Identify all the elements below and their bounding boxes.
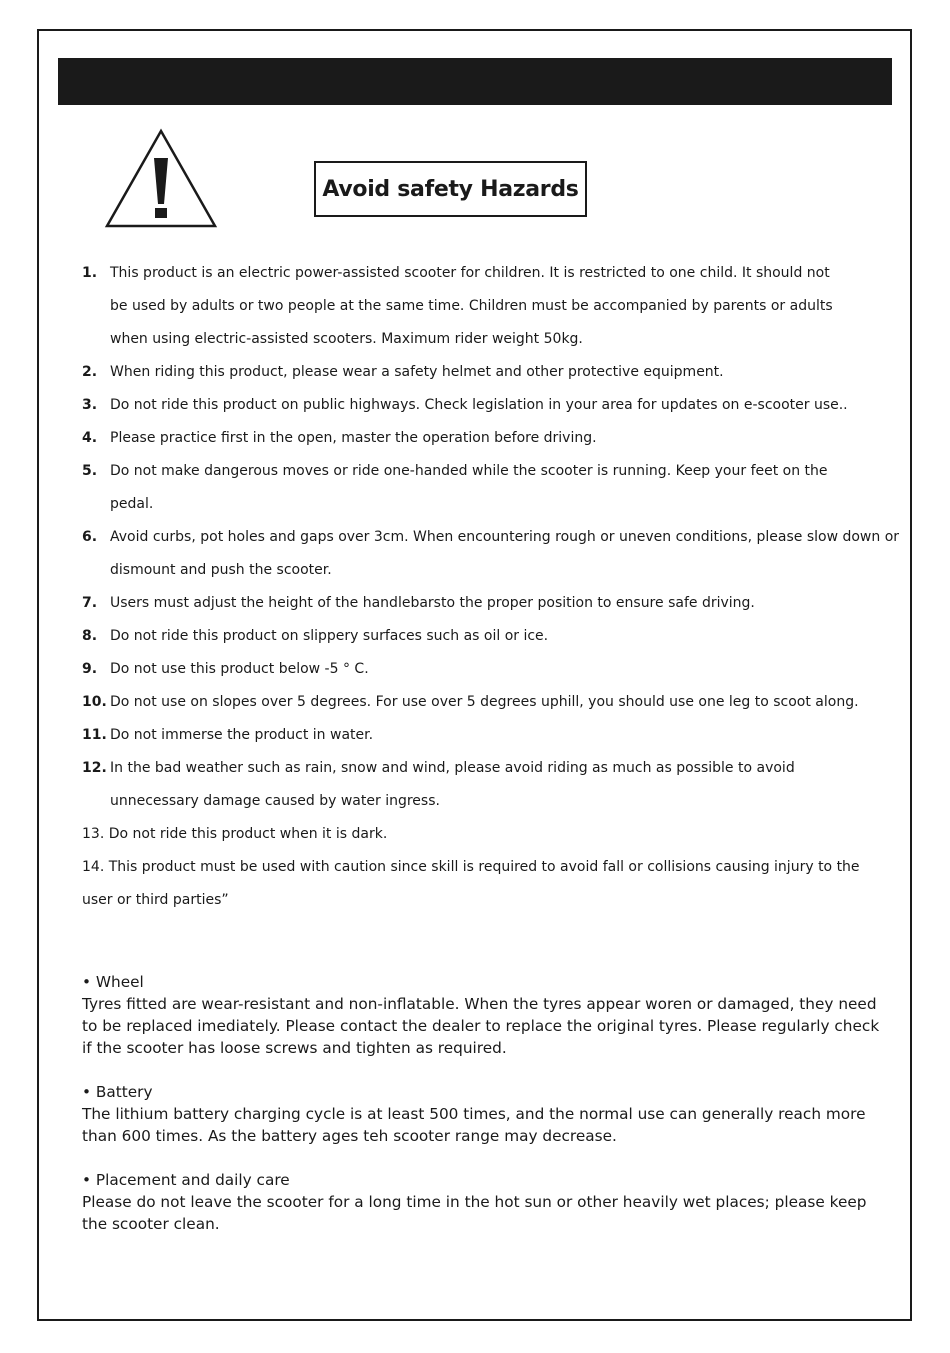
care-section-wheel [82, 971, 882, 1059]
item-number: 1. [82, 265, 98, 281]
item-line: unnecessary damage caused by water ingress. [110, 793, 440, 809]
warning-icon [104, 128, 218, 230]
section-text: Please do not leave the scooter for a long time in the hot sun or other heavily wet places; please keep the scooter clean. [82, 1193, 867, 1233]
item-number: 13. [82, 826, 105, 842]
list-item [82, 719, 882, 752]
header-bar [58, 58, 892, 105]
list-item [82, 587, 882, 620]
list-item [82, 356, 882, 389]
item-number: 7. [82, 595, 98, 611]
item-line: This product is an electric power-assisted scooter for children. It is restricted to one child. It should not [110, 265, 830, 281]
item-number: 11. [82, 727, 107, 743]
list-item [82, 818, 882, 851]
item-number: 14. [82, 859, 105, 875]
list-item [82, 389, 882, 422]
item-line: Do not ride this product on public highways. Check legislation in your area for updates on e-scooter use.. [110, 397, 848, 413]
list-item [82, 422, 882, 455]
section-text: The lithium battery charging cycle is at least 500 times, and the normal use can generally reach more than 600 times. As the battery ages teh scooter range may decrease. [82, 1105, 866, 1145]
care-sections [82, 971, 882, 1257]
item-line: dismount and push the scooter. [110, 562, 332, 578]
item-line: Do not use this product below -5 ° C. [110, 661, 369, 677]
list-item [82, 686, 882, 719]
list-item [82, 752, 882, 818]
item-line: In the bad weather such as rain, snow and wind, please avoid riding as much as possible to avoid [110, 760, 795, 776]
safety-rules-list [82, 257, 900, 917]
list-item [82, 620, 882, 653]
page-title: Avoid safety Hazards [314, 161, 587, 217]
list-item [82, 455, 882, 521]
item-line: Please practice first in the open, master the operation before driving. [110, 430, 597, 446]
item-number: 8. [82, 628, 98, 644]
item-line: Do not ride this product on slippery surfaces such as oil or ice. [110, 628, 549, 644]
item-line: be used by adults or two people at the same time. Children must be accompanied by parents or adults [110, 298, 833, 314]
item-number: 12. [82, 760, 107, 776]
item-text: This product must be used with caution since skill is required to avoid fall or collisions causing injury to the user or third parties” [82, 859, 860, 908]
section-heading: • Battery [82, 1083, 153, 1101]
item-line: when using electric-assisted scooters. Maximum rider weight 50kg. [110, 331, 583, 347]
item-number: 4. [82, 430, 98, 446]
item-text: Do not ride this product when it is dark. [108, 826, 388, 842]
list-item [82, 257, 882, 356]
item-line: When riding this product, please wear a safety helmet and other protective equipment. [110, 364, 724, 380]
care-section-placement [82, 1169, 882, 1235]
list-item [82, 521, 900, 587]
item-line: Avoid curbs, pot holes and gaps over 3cm. When encountering rough or uneven conditions, please slow down or [110, 529, 900, 545]
section-heading: • Wheel [82, 973, 144, 991]
item-line: Do not use on slopes over 5 degrees. For use over 5 degrees uphill, you should use one leg to scoot along. [110, 694, 859, 710]
item-number: 9. [82, 661, 98, 677]
item-number: 10. [82, 694, 107, 710]
list-item [82, 653, 882, 686]
item-line: Users must adjust the height of the handlebarsto the proper position to ensure safe driving. [110, 595, 755, 611]
list-item [82, 851, 882, 917]
section-text: Tyres fitted are wear-resistant and non-inflatable. When the tyres appear woren or damaged, they need to be replaced imediately. Please contact the dealer to replace the original tyres. Please regularly check if the scooter has loose screws and tighten as required. [82, 995, 880, 1057]
item-number: 2. [82, 364, 98, 380]
item-number: 5. [82, 463, 98, 479]
item-number: 3. [82, 397, 98, 413]
item-line: Do not immerse the product in water. [110, 727, 374, 743]
item-line: pedal. [110, 496, 154, 512]
item-number: 6. [82, 529, 98, 545]
item-line: Do not make dangerous moves or ride one-handed while the scooter is running. Keep your feet on the [110, 463, 828, 479]
care-section-battery [82, 1081, 882, 1147]
section-heading: • Placement and daily care [82, 1171, 290, 1189]
